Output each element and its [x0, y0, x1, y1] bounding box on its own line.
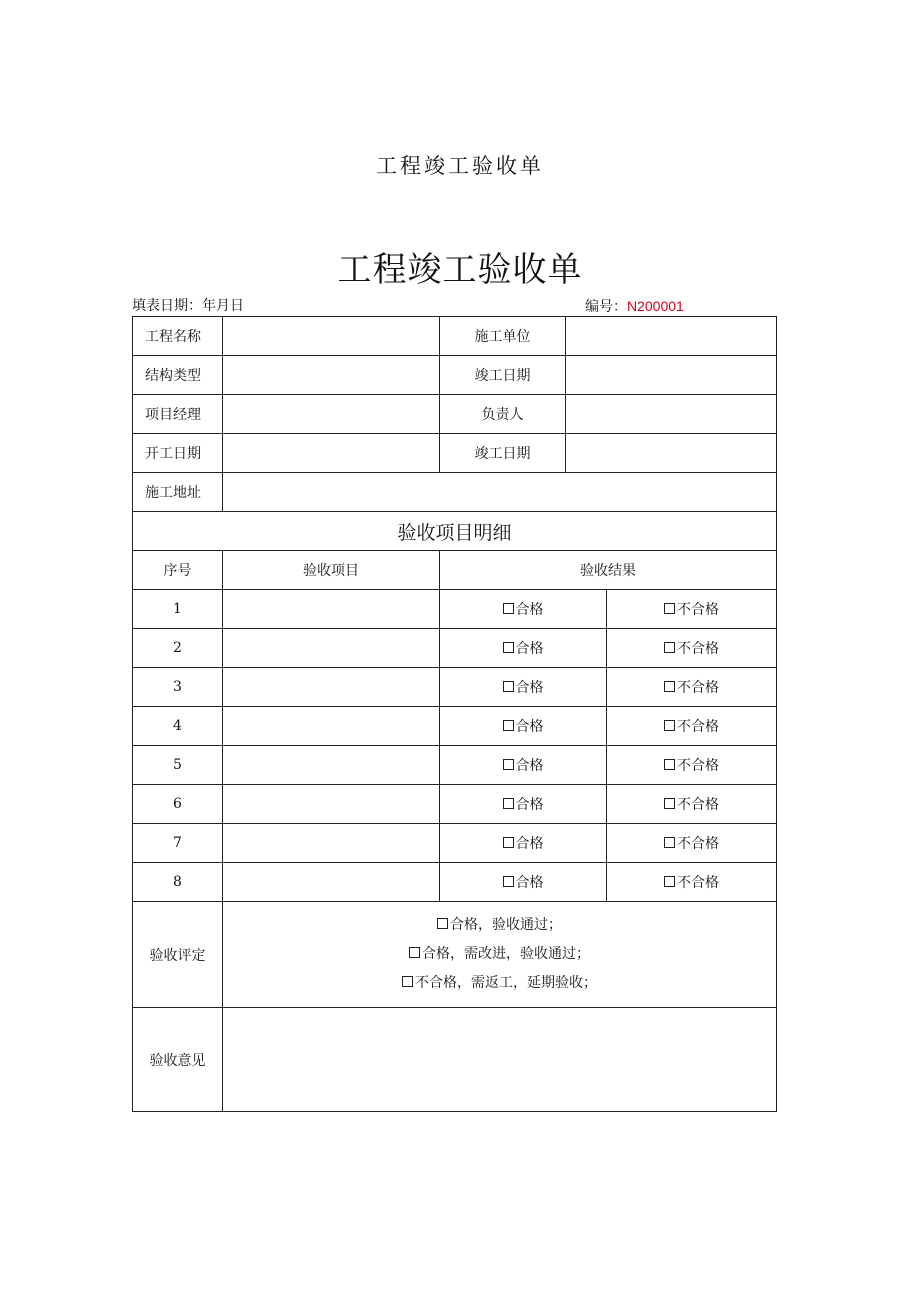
pass-label: 合格	[515, 641, 544, 657]
opinion-label: 验收意见	[133, 1008, 223, 1112]
checkbox-icon[interactable]	[437, 918, 448, 929]
structure-type-label: 结构类型	[133, 356, 223, 395]
pass-label: 合格	[515, 875, 544, 891]
serial-label: 编号：	[585, 299, 627, 315]
form-title: 工程竣工验收单	[337, 250, 583, 290]
table-row	[133, 785, 777, 824]
fail-label: 不合格	[677, 602, 719, 618]
project-name-label: 工程名称	[133, 317, 223, 356]
items-header-row	[133, 551, 777, 590]
item-header: 验收项目	[223, 551, 440, 590]
pass-option[interactable]	[440, 863, 607, 902]
item-name-field[interactable]	[223, 668, 440, 707]
person-in-charge-label: 负责人	[440, 395, 566, 434]
result-header: 验收结果	[440, 551, 777, 590]
fail-option[interactable]	[607, 785, 777, 824]
fail-label: 不合格	[677, 836, 719, 852]
structure-type-field[interactable]	[223, 356, 440, 395]
project-name-field[interactable]	[223, 317, 440, 356]
item-seq: 5	[133, 746, 223, 785]
evaluation-row	[133, 902, 777, 1008]
start-date-field[interactable]	[223, 434, 440, 473]
fail-option[interactable]	[607, 629, 777, 668]
pass-label: 合格	[515, 836, 544, 852]
fill-date-label: 填表日期：年月日	[132, 298, 244, 314]
fail-option[interactable]	[607, 863, 777, 902]
checkbox-icon[interactable]	[503, 759, 514, 770]
item-name-field[interactable]	[223, 785, 440, 824]
pass-label: 合格	[515, 758, 544, 774]
opinion-field[interactable]	[223, 1008, 777, 1112]
evaluation-option-pass[interactable]	[223, 911, 776, 940]
item-name-field[interactable]	[223, 824, 440, 863]
pass-label: 合格	[515, 602, 544, 618]
table-row	[133, 863, 777, 902]
checkbox-icon[interactable]	[503, 837, 514, 848]
table-row	[133, 668, 777, 707]
checkbox-icon[interactable]	[664, 603, 675, 614]
item-name-field[interactable]	[223, 629, 440, 668]
checkbox-icon[interactable]	[503, 798, 514, 809]
completion-date-field-2[interactable]	[566, 434, 777, 473]
checkbox-icon[interactable]	[664, 837, 675, 848]
info-row	[133, 395, 777, 434]
address-row	[133, 473, 777, 512]
checkbox-icon[interactable]	[664, 681, 675, 692]
section-row	[133, 512, 777, 551]
seq-header: 序号	[133, 551, 223, 590]
contractor-label: 施工单位	[440, 317, 566, 356]
fail-option[interactable]	[607, 824, 777, 863]
item-name-field[interactable]	[223, 746, 440, 785]
checkbox-icon[interactable]	[503, 876, 514, 887]
opinion-row	[133, 1008, 777, 1112]
checkbox-icon[interactable]	[664, 759, 675, 770]
fail-option[interactable]	[607, 590, 777, 629]
completion-date-field[interactable]	[566, 356, 777, 395]
table-row	[133, 824, 777, 863]
pass-label: 合格	[515, 680, 544, 696]
site-address-label: 施工地址	[133, 473, 223, 512]
site-address-field[interactable]	[223, 473, 777, 512]
fail-option[interactable]	[607, 668, 777, 707]
pass-label: 合格	[515, 797, 544, 813]
table-row	[133, 707, 777, 746]
checkbox-icon[interactable]	[503, 642, 514, 653]
evaluation-option-text: 不合格，需返工，延期验收；	[415, 975, 597, 991]
fail-option[interactable]	[607, 746, 777, 785]
pass-option[interactable]	[440, 629, 607, 668]
item-seq: 8	[133, 863, 223, 902]
checkbox-icon[interactable]	[503, 603, 514, 614]
evaluation-options	[223, 902, 777, 1008]
item-seq: 1	[133, 590, 223, 629]
pass-option[interactable]	[440, 785, 607, 824]
item-name-field[interactable]	[223, 590, 440, 629]
fail-label: 不合格	[677, 875, 719, 891]
checkbox-icon[interactable]	[664, 720, 675, 731]
checkbox-icon[interactable]	[664, 642, 675, 653]
pass-option[interactable]	[440, 590, 607, 629]
evaluation-option-text: 合格，需改进，验收通过；	[422, 946, 590, 962]
checkbox-icon[interactable]	[664, 876, 675, 887]
serial-number	[585, 296, 684, 317]
item-name-field[interactable]	[223, 707, 440, 746]
pass-option[interactable]	[440, 668, 607, 707]
pass-option[interactable]	[440, 824, 607, 863]
checkbox-icon[interactable]	[402, 976, 413, 987]
completion-date-label-2: 竣工日期	[440, 434, 566, 473]
item-seq: 2	[133, 629, 223, 668]
contractor-field[interactable]	[566, 317, 777, 356]
table-row	[133, 629, 777, 668]
completion-date-label: 竣工日期	[440, 356, 566, 395]
evaluation-option-improve[interactable]	[223, 940, 776, 969]
serial-value: N200001	[627, 298, 684, 314]
checkbox-icon[interactable]	[664, 798, 675, 809]
evaluation-option-text: 合格，验收通过；	[450, 917, 562, 933]
project-manager-field[interactable]	[223, 395, 440, 434]
fail-label: 不合格	[677, 758, 719, 774]
person-in-charge-field[interactable]	[566, 395, 777, 434]
info-row	[133, 356, 777, 395]
section-title: 验收项目明细	[133, 512, 777, 551]
pass-option[interactable]	[440, 746, 607, 785]
item-seq: 3	[133, 668, 223, 707]
start-date-label: 开工日期	[133, 434, 223, 473]
project-manager-label: 项目经理	[133, 395, 223, 434]
pass-option[interactable]	[440, 707, 607, 746]
item-name-field[interactable]	[223, 863, 440, 902]
acceptance-form-table	[132, 316, 777, 1112]
evaluation-option-fail[interactable]	[223, 969, 776, 998]
fail-label: 不合格	[677, 641, 719, 657]
fail-label: 不合格	[677, 797, 719, 813]
info-row	[133, 434, 777, 473]
item-seq: 6	[133, 785, 223, 824]
fail-option[interactable]	[607, 707, 777, 746]
checkbox-icon[interactable]	[503, 681, 514, 692]
table-row	[133, 590, 777, 629]
evaluation-label: 验收评定	[133, 902, 223, 1008]
checkbox-icon[interactable]	[409, 947, 420, 958]
page-header-title: 工程竣工验收单	[376, 154, 544, 178]
fail-label: 不合格	[677, 719, 719, 735]
checkbox-icon[interactable]	[503, 720, 514, 731]
item-seq: 4	[133, 707, 223, 746]
info-row	[133, 317, 777, 356]
item-seq: 7	[133, 824, 223, 863]
table-row	[133, 746, 777, 785]
pass-label: 合格	[515, 719, 544, 735]
fail-label: 不合格	[677, 680, 719, 696]
